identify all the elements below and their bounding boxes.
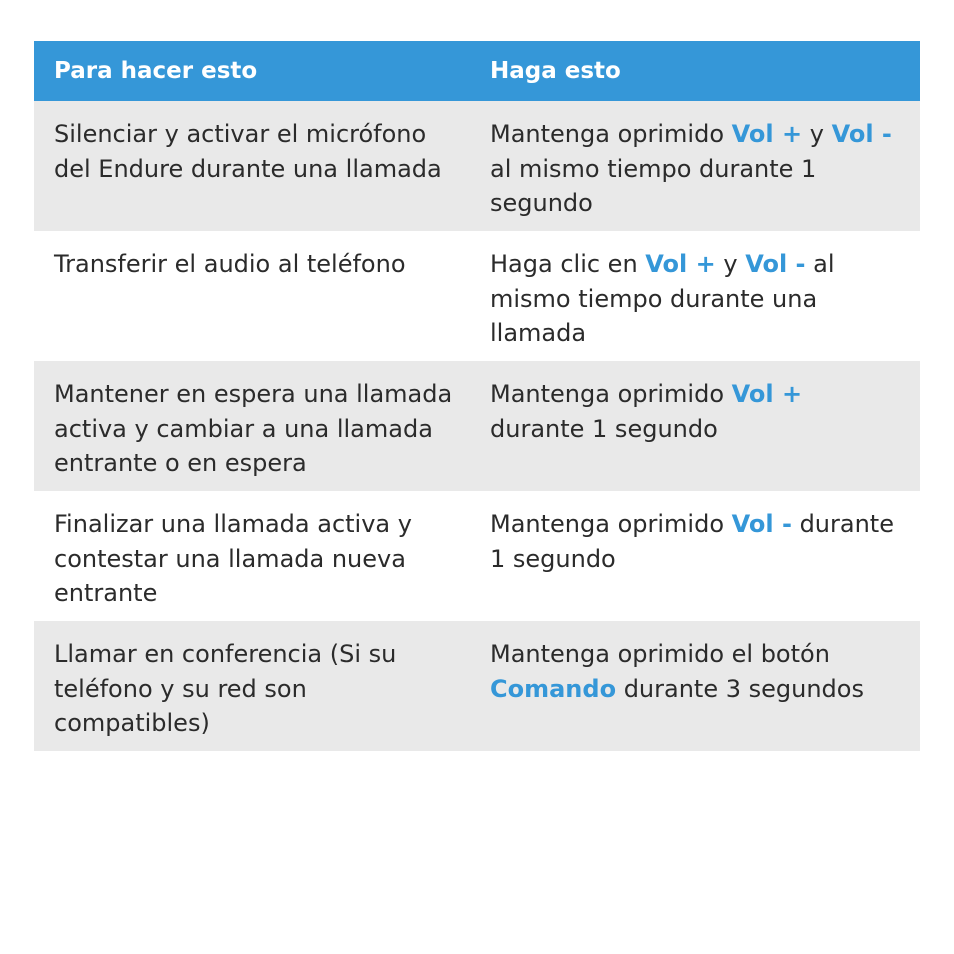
row-action: Llamar en conferencia (Si su teléfono y su red son compatibles) [54,640,397,737]
row-instruction [470,247,920,361]
instr-text: Mantenga oprimido [490,510,732,538]
vol-plus-key: Vol + [731,380,803,408]
instr-text: al mismo tiempo durante 1 segundo [490,154,817,217]
table-header [34,41,920,101]
vol-minus-key: Vol - [831,120,892,148]
row-action: Finalizar una llamada activa y contestar una llamada nueva entrante [54,510,412,607]
instr-text: Mantenga oprimido [490,380,732,408]
row-instruction [470,377,920,491]
instr-text: Mantenga oprimido el botón [490,640,830,668]
vol-plus-key: Vol + [645,250,716,278]
instr-text: y [715,250,746,278]
command-key: Comando [490,674,617,703]
row-action: Mantener en espera una llamada activa y cambiar a una llamada entrante o en espera [54,380,453,477]
row-instruction [470,117,920,231]
instr-text: Mantenga oprimido [490,120,732,148]
table-row [34,101,920,231]
row-action: Transferir el audio al teléfono [54,250,406,278]
vol-minus-key: Vol - [731,510,792,538]
row-instruction [470,507,920,621]
header-col-instruction: Haga esto [490,58,621,84]
instr-text: durante 1 segundo [490,510,894,573]
controls-table [34,41,920,751]
instr-text: Haga clic en [490,250,646,278]
table-row [34,491,920,621]
vol-minus-key: Vol - [745,250,806,278]
table-row [34,361,920,491]
table-row [34,621,920,751]
instr-text: y [802,120,832,148]
header-col-action: Para hacer esto [54,58,258,84]
instr-text: durante 1 segundo [490,414,718,443]
row-instruction [470,637,920,751]
instr-text: al mismo tiempo durante una llamada [490,250,835,347]
vol-plus-key: Vol + [731,120,803,148]
instr-text: durante 3 segundos [616,674,864,703]
row-action: Silenciar y activar el micrófono del Endure durante una llamada [54,120,442,183]
table-row [34,231,920,361]
